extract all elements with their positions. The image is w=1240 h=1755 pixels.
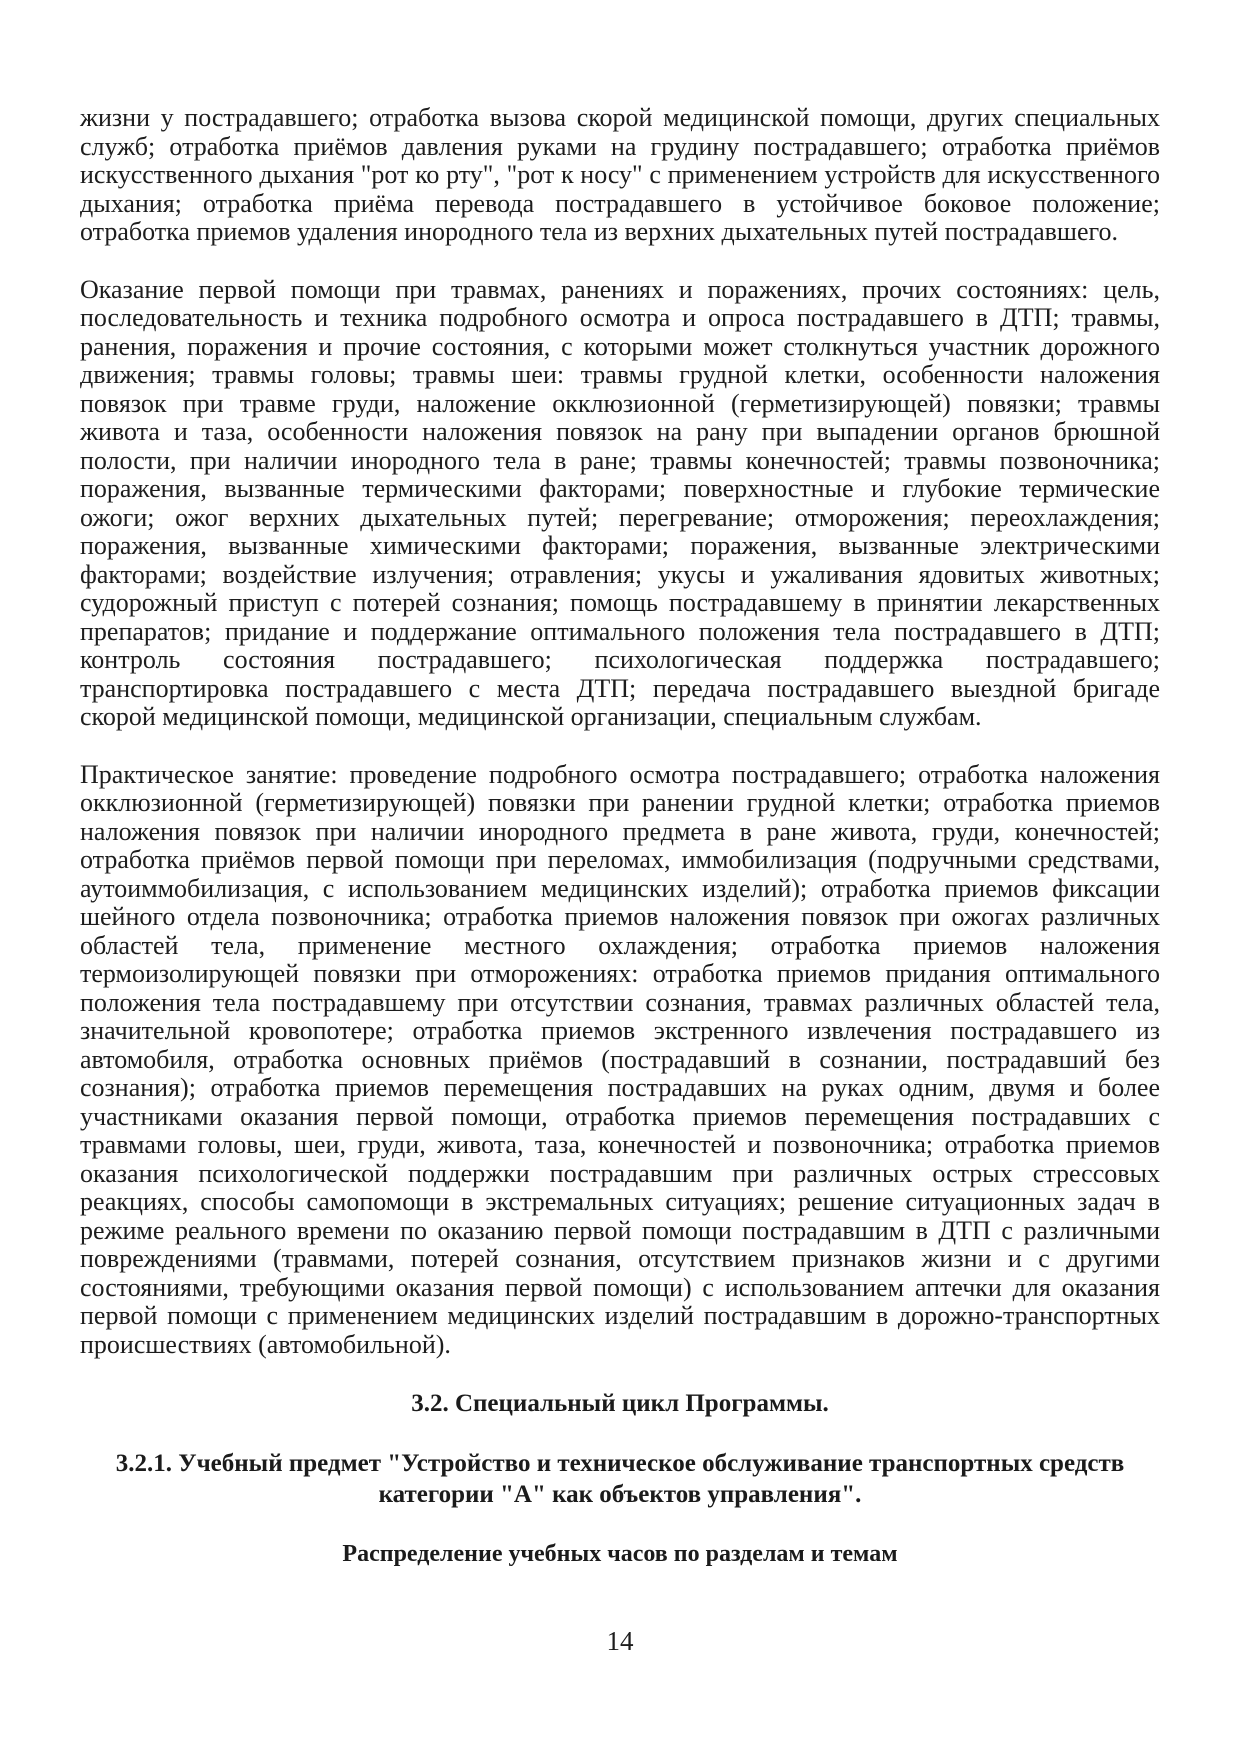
table-caption-hours-distribution: Распределение учебных часов по разделам и темам <box>342 1541 898 1567</box>
heading-subsection-3-2-1: 3.2.1. Учебный предмет "Устройство и техническое обслуживание транспортных средств категории "А" как объектов управления". <box>115 1450 1125 1508</box>
paragraph-practical-lesson: Практическое занятие: проведение подробного осмотра пострадавшего; отработка наложения окклюзионной (герметизирующей) повязки при ранении грудной клетки; отработка приемов наложения повязок при наличии инородного предмета в ране живота, груди, конечностей; отработка приёмов первой помощи при переломах, иммобилизация (подручными средствами, аутоиммобилизация, с использованием медицинских изделий); отработка приемов фиксации шейного отдела позвоночника; отработка приемов наложения повязок при ожогах различных областей тела, применение местного охлаждения; отработка приемов наложения термоизолирующей повязки при отморожениях: отработка приемов придания оптимального положения тела пострадавшему при отсутствии сознания, травмах различных областей тела, значительной кровопотере; отработка приемов экстренного извлечения пострадавшего из автомобиля, отработка основных приёмов (пострадавший в сознании, пострадавший без сознания); отработка приемов перемещения пострадавших на руках одним, двумя и более участниками оказания первой помощи, отработка приемов перемещения пострадавших с травмами головы, шеи, груди, живота, таза, конечностей и позвоночника; отработка приемов оказания психологической поддержки пострадавшим при различных острых стрессовых реакциях, способы самопомощи в экстремальных ситуациях; решение ситуационных задач в режиме реального времени по оказанию первой помощи пострадавшим в ДТП с различными повреждениями (травмами, потерей сознания, отсутствием признаков жизни и с другими состояниями, требующими оказания первой помощи) с использованием аптечки для оказания первой помощи с применением медицинских изделий пострадавшим в дорожно-транспортных происшествиях (автомобильной). <box>80 759 1160 1359</box>
page-number: 14 <box>606 1626 634 1656</box>
paragraph-first-aid-trauma: Оказание первой помощи при травмах, ранениях и поражениях, прочих состояниях: цель, последовательность и техника подробного осмотра и опроса пострадавшего в ДТП; травмы, ранения, поражения и прочие состояния, с которыми может столкнуться участник дорожного движения; травмы головы; травмы шеи: травмы грудной клетки, особенности наложения повязок при травме груди, наложение окклюзионной (герметизирующей) повязки; травмы живота и таза, особенности наложения повязок на рану при выпадении органов брюшной полости, при наличии инородного тела в ране; травмы конечностей; травмы позвоночника; поражения, вызванные термическими факторами; поверхностные и глубокие термические ожоги; ожог верхних дыхательных путей; перегревание; отморожения; переохлаждения; поражения, вызванные химическими факторами; поражения, вызванные электрическими факторами; воздействие излучения; отравления; укусы и ужаливания ядовитых животных; судорожный приступ с потерей сознания; помощь пострадавшему в принятии лекарственных препаратов; придание и поддержание оптимального положения тела пострадавшего в ДТП; контроль состояния пострадавшего; психологическая поддержка пострадавшего; транспортировка пострадавшего с места ДТП; передача пострадавшего выездной бригаде скорой медицинской помощи, медицинской организации, специальным службам. <box>80 274 1160 731</box>
paragraph-first-aid-practice: жизни у пострадавшего; отработка вызова скорой медицинской помощи, других специальных служб; отработка приёмов давления руками на грудину пострадавшего; отработка приёмов искусственного дыхания "рот ко рту", "рот к носу" с применением устройств для искусственного дыхания; отработка приёма перевода пострадавшего в устойчивое боковое положение; отработка приемов удаления инородного тела из верхних дыхательных путей пострадавшего. <box>80 103 1160 246</box>
heading-section-3-2: 3.2. Специальный цикл Программы. <box>411 1390 829 1417</box>
